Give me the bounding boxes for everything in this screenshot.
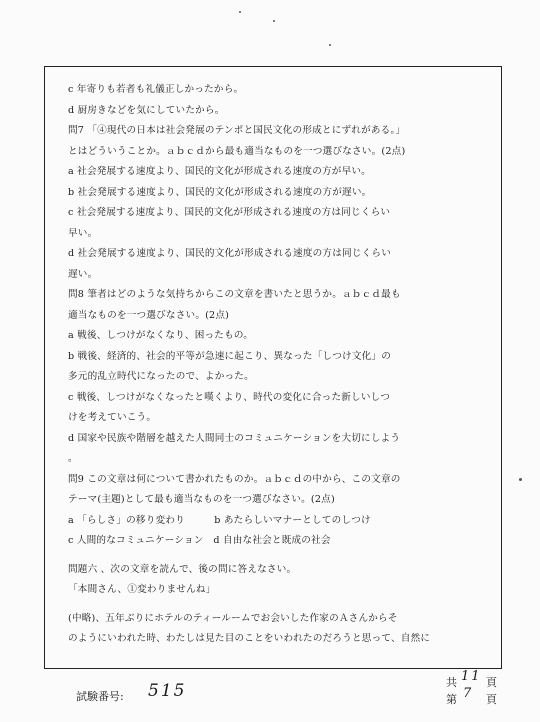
exam-number-value: 515: [148, 681, 187, 701]
text-line: a 「らしさ」の移り変わり b あたらしいマナーとしてのしつけ: [68, 514, 371, 526]
text-line: 適当なものを一つ選びなさい。(2点): [68, 309, 230, 321]
text-line: のようにいわれた時、わたしは見た目のことをいわれたのだろうと思って、自然に: [68, 633, 431, 644]
text-line: (中略)、五年ぶりにホテルのティールームでお会いした作家のＡさんからそ: [68, 612, 398, 624]
text-line: b 戦後、経済的、社会的平等が急速に起こり、異なった「しつけ文化」の: [68, 350, 391, 362]
text-line: c 戦後、しつけがなくなったと嘆くより、時代の変化に合った新しいしつ: [68, 391, 391, 403]
scan-speck: [329, 44, 331, 46]
text-line: 多元的乱立時代になったので、よかった。: [68, 371, 254, 382]
total-pages-unit: 頁: [486, 676, 497, 689]
text-line: 問題六 、次の文章を読んで、後の問に答えなさい。: [68, 563, 297, 575]
total-pages-value: 11: [461, 669, 482, 684]
total-pages-label: 共: [446, 676, 457, 689]
text-line: 「本間さん、①変わりませんね」: [68, 584, 216, 595]
scan-speck: [239, 11, 241, 13]
text-line: c 人間的なコミュニケーション d 自由な社会と既成の社会: [68, 535, 331, 546]
text-line: 問7 「④現代の日本は社会発展のテンポと国民文化の形成とにずれがある。」: [68, 125, 406, 136]
text-line: とはどういうことか。ａｂｃｄから最も適当なものを一つ選びなさい。(2点): [68, 145, 406, 157]
exam-text-body: [68, 80, 498, 650]
text-line: a 戦後、しつけがなくなり、困ったもの。: [68, 330, 254, 341]
text-line: けを考えていこう。: [68, 412, 157, 423]
text-line: 。: [68, 453, 78, 464]
text-line: c 年寄りも若者も礼儀正しかったから。: [68, 84, 244, 95]
text-line: d 国家や民族や階層を越えた人間同士のコミュニケーションを大切にしよう: [68, 432, 401, 444]
scan-speck: [519, 478, 522, 481]
page-number-unit: 頁: [486, 693, 497, 706]
text-line: 問8 筆者はどのような気持ちからこの文章を書いたと思うか。ａｂｃｄ最も: [68, 289, 401, 300]
text-line: d 社会発展する速度より、国民的文化が形成される速度の方は同じくらい: [68, 248, 391, 259]
text-line: d 厨房きなどを気にしていたから。: [68, 104, 225, 116]
text-line: c 社会発展する速度より、国民的文化が形成される速度の方は同じくらい: [68, 207, 391, 218]
text-line: a 社会発展する速度より、国民的文化が形成される速度の方が早い。: [68, 166, 371, 177]
exam-number-label: 試験番号:: [76, 690, 124, 703]
text-line: b 社会発展する速度より、国民的文化が形成される速度の方が遅い。: [68, 186, 372, 198]
scan-speck: [273, 20, 275, 22]
text-line: 問9 この文章は何について書かれたものか。ａｂｃｄの中から、この文章の: [68, 473, 401, 485]
text-line: テーマ(主題)として最も適当なものを一つ選びなさい。(2点): [68, 494, 335, 505]
text-line: 早い。: [68, 227, 98, 239]
page-number-value: 7: [463, 686, 474, 701]
text-line: 遅い。: [68, 268, 98, 280]
page-number-label: 第: [446, 693, 457, 706]
